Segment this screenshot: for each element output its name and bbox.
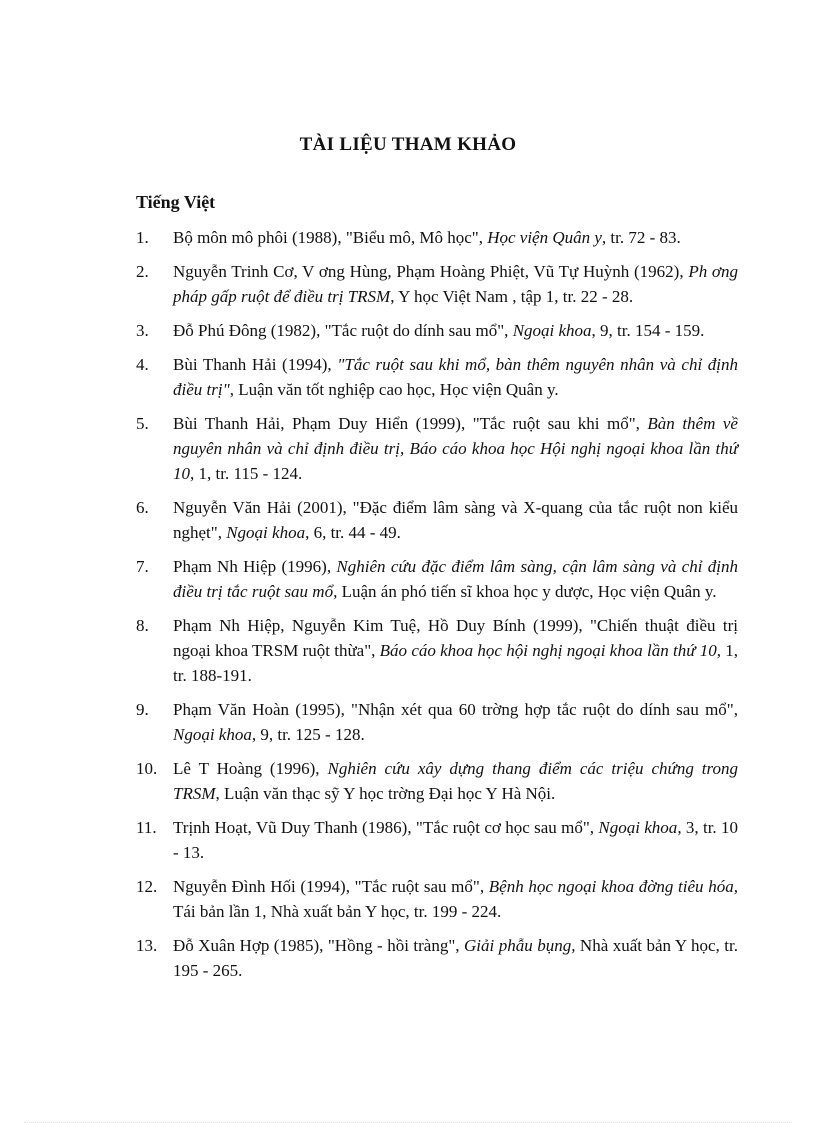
reference-number: 4.: [136, 355, 149, 374]
reference-item: [136, 874, 738, 924]
reference-number: 5.: [136, 414, 149, 433]
reference-italic-text: Ngoại khoa: [173, 725, 252, 744]
reference-plain-text: , 9, tr. 154 - 159.: [591, 321, 705, 340]
reference-text: [173, 355, 738, 399]
reference-italic-text: Ngoại khoa: [512, 321, 592, 340]
reference-text: [173, 616, 738, 685]
reference-plain-text: , 1, tr. 115 - 124.: [190, 464, 303, 483]
reference-text: [173, 759, 738, 803]
reference-plain-text: Phạm Văn Hoàn (1995), "Nhận xét qua 60 trờng hợp tắc ruột do dính sau mổ",: [173, 700, 738, 719]
reference-number: 9.: [136, 700, 149, 719]
reference-plain-text: Tái bản lần 1, Nhà xuất bản Y học, tr. 199 - 224.: [173, 902, 502, 921]
reference-item: [136, 225, 738, 250]
reference-italic-text: Ngoại khoa: [598, 818, 678, 837]
reference-item: [136, 352, 738, 402]
reference-plain-text: Nhà xuất bản Y học, tr. 195 - 265.: [173, 936, 738, 980]
reference-item: [136, 495, 738, 545]
reference-italic-text: Báo cáo khoa học hội nghị ngoại khoa lần thứ 10: [379, 641, 717, 660]
section-heading: Tiếng Việt: [136, 192, 216, 212]
reference-number: 8.: [136, 616, 149, 635]
reference-text: [173, 498, 738, 542]
reference-plain-text: Nguyễn Trinh Cơ, V ơng Hùng, Phạm Hoàng Phiệt, Vũ Tự Huỳnh (1962),: [173, 262, 689, 281]
reference-plain-text: , Luận văn tốt nghiệp cao học, Học viện Quân y.: [229, 380, 559, 399]
reference-item: [136, 411, 738, 486]
reference-plain-text: , 3, tr. 10 - 13.: [173, 818, 739, 862]
reference-plain-text: Bùi Thanh Hải, Phạm Duy Hiển (1999), "Tắc ruột sau khi mổ",: [173, 414, 648, 433]
reference-plain-text: , 1, tr. 188-191.: [173, 641, 738, 685]
reference-text: [173, 818, 738, 862]
reference-text: [173, 321, 704, 340]
reference-plain-text: , tr. 72 - 83.: [601, 228, 681, 247]
reference-number: 12.: [136, 877, 158, 896]
reference-plain-text: , Luận văn thạc sỹ Y học trờng Đại học Y Hà Nội.: [215, 784, 556, 803]
page-title: TÀI LIỆU THAM KHẢO: [299, 134, 517, 155]
reference-list: [136, 225, 738, 992]
reference-italic-text: Ngoại khoa: [226, 523, 306, 542]
reference-plain-text: Bộ môn mô phôi (1988), "Biểu mô, Mô học",: [173, 228, 488, 247]
reference-plain-text: Lê T Hoàng (1996),: [173, 759, 328, 778]
reference-plain-text: , Y học Việt Nam , tập 1, tr. 22 - 28.: [390, 287, 634, 306]
reference-italic-text: Học viện Quân y: [487, 228, 602, 247]
reference-plain-text: Trịnh Hoạt, Vũ Duy Thanh (1986), "Tắc ruột cơ học sau mổ",: [173, 818, 599, 837]
reference-item: [136, 318, 738, 343]
reference-item: [136, 815, 738, 865]
reference-number: 7.: [136, 557, 149, 576]
reference-text: [173, 557, 738, 601]
reference-italic-text: Giải phẫu bụng,: [464, 936, 576, 955]
reference-number: 11.: [136, 818, 157, 837]
reference-plain-text: Phạm Nh Hiệp, Nguyễn Kim Tuệ, Hồ Duy Bính (1999), "Chiến thuật điều trị ngoại khoa TRSM ruột thừa",: [173, 616, 738, 660]
reference-italic-text: Nghiên cứu xây dựng thang điểm các triệu chứng trong TRSM: [173, 759, 738, 803]
reference-item: [136, 756, 738, 806]
reference-text: [173, 262, 738, 306]
reference-plain-text: Bùi Thanh Hải (1994),: [173, 355, 338, 374]
reference-number: 13.: [136, 936, 158, 955]
reference-plain-text: Đỗ Xuân Hợp (1985), "Hồng - hồi tràng",: [173, 936, 465, 955]
reference-number: 1.: [136, 228, 149, 247]
reference-plain-text: Luận án phó tiến sĩ khoa học y dược, Học viện Quân y.: [337, 582, 717, 601]
reference-plain-text: Nguyễn Đình Hối (1994), "Tắc ruột sau mổ",: [173, 877, 489, 896]
reference-item: [136, 554, 738, 604]
reference-number: 6.: [136, 498, 149, 517]
reference-number: 2.: [136, 262, 149, 281]
reference-item: [136, 697, 738, 747]
reference-text: [173, 700, 738, 744]
reference-plain-text: , 9, tr. 125 - 128.: [251, 725, 365, 744]
reference-plain-text: Nguyễn Văn Hải (2001), "Đặc điểm lâm sàng và X-quang của tắc ruột non kiểu nghẹt",: [173, 498, 738, 542]
reference-plain-text: Đỗ Phú Đông (1982), "Tắc ruột do dính sau mổ",: [173, 321, 513, 340]
reference-text: [173, 936, 738, 980]
reference-text: [173, 414, 738, 483]
reference-number: 10.: [136, 759, 158, 778]
reference-text: [173, 228, 681, 247]
reference-item: [136, 933, 738, 983]
reference-italic-text: Nghiên cứu đặc điểm lâm sàng, cận lâm sàng và chỉ định điều trị tắc ruột sau mổ,: [173, 557, 738, 601]
reference-plain-text: , 6, tr. 44 - 49.: [305, 523, 401, 542]
reference-italic-text: Bệnh học ngoại khoa đờng tiêu hóa,: [488, 877, 738, 896]
reference-italic-text: Ph ơng pháp gấp ruột để điều trị TRSM: [173, 262, 739, 306]
reference-text: [173, 877, 738, 921]
reference-item: [136, 259, 738, 309]
reference-plain-text: Phạm Nh Hiệp (1996),: [173, 557, 337, 576]
reference-item: [136, 613, 738, 688]
reference-italic-text: "Tắc ruột sau khi mổ, bàn thêm nguyên nhân và chỉ định điều trị": [173, 355, 739, 399]
reference-number: 3.: [136, 321, 149, 340]
reference-italic-text: Bàn thêm về nguyên nhân và chỉ định điều trị, Báo cáo khoa học Hội nghị ngoại khoa lần thứ 10: [173, 414, 738, 483]
